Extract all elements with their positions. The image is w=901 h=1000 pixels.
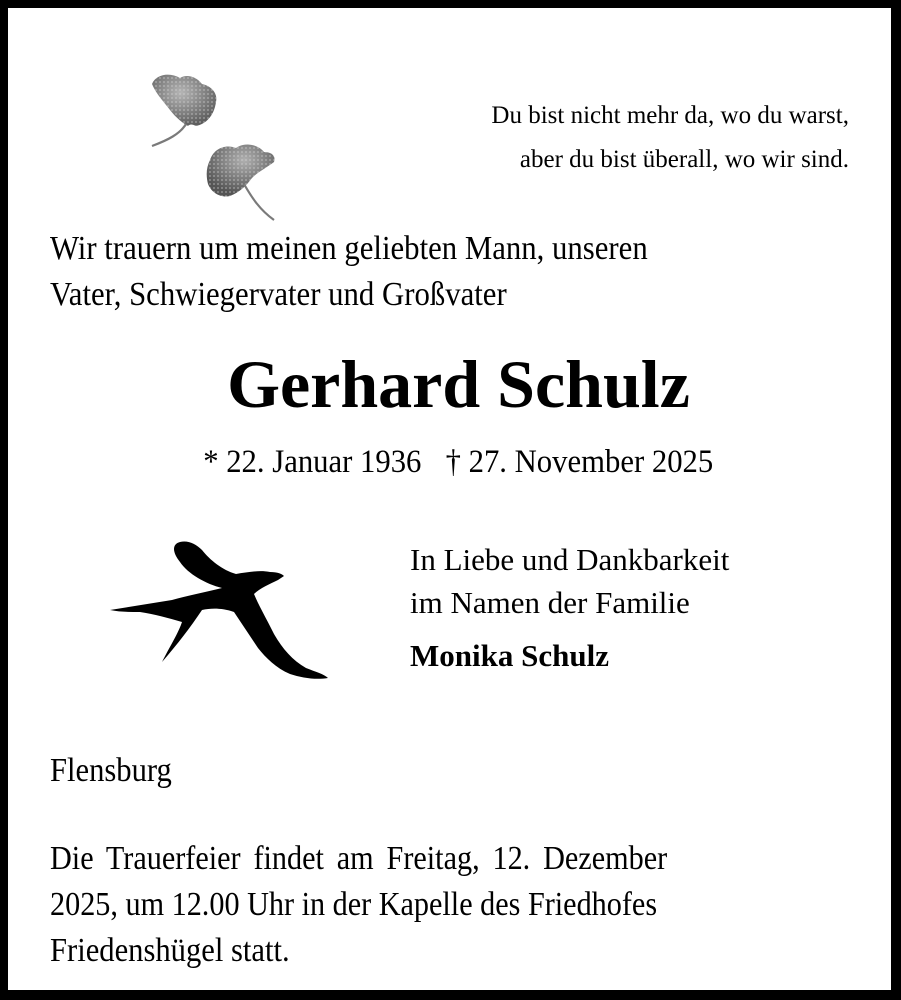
place — [50, 748, 185, 794]
ceremony-line-3: Friedenshügel statt. — [50, 932, 290, 969]
place-name: Flensburg — [50, 752, 172, 789]
quote-line-2: aber du bist überall, wo wir sind. — [519, 146, 849, 173]
signer-name: Monika Schulz — [410, 638, 609, 673]
signature-line-2: im Namen der Familie — [410, 585, 690, 620]
life-dates — [8, 440, 901, 484]
ceremony-line-2: 2025, um 12.00 Uhr in der Kapelle des Friedhofes — [50, 886, 658, 923]
quote-line-1: Du bist nicht mehr da, wo du warst, — [491, 102, 849, 129]
signature-block — [410, 538, 729, 677]
ceremony-info — [50, 836, 745, 974]
memorial-quote — [491, 94, 849, 182]
ceremony-line-1: Die Trauerfeier findet am Freitag, 12. Dezember — [50, 840, 668, 877]
intro-line-1: Wir trauern um meinen geliebten Mann, unseren — [50, 230, 648, 267]
signature-line-1: In Liebe und Dankbarkeit — [410, 542, 730, 577]
mourning-intro — [50, 226, 710, 318]
ginkgo-leaf-icon — [200, 138, 280, 222]
birth-date: * 22. Januar 1936 — [203, 444, 422, 480]
deceased-name: Gerhard Schulz — [227, 346, 690, 422]
intro-line-2: Vater, Schwiegervater und Großvater — [50, 276, 507, 313]
swallow-bird-icon — [110, 538, 330, 682]
death-date: † 27. November 2025 — [445, 444, 714, 480]
